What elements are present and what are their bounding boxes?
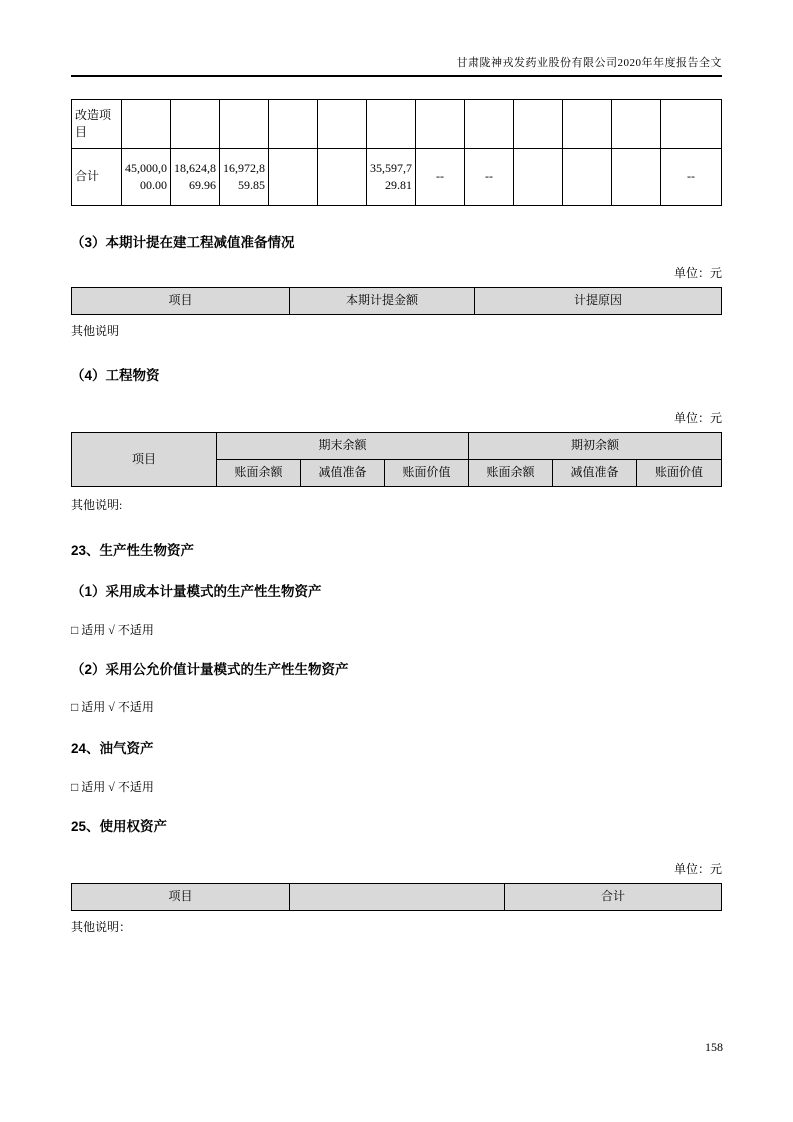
data-cell xyxy=(269,149,318,206)
data-cell: -- xyxy=(465,149,514,206)
header-cell-closing-balance: 期末余额 xyxy=(217,433,469,460)
heading-oil-gas-assets: 24、油气资产 xyxy=(71,741,154,757)
construction-in-progress-table xyxy=(71,99,722,206)
data-cell: 16,972,859.85 xyxy=(220,149,269,206)
unit-label: 单位：元 xyxy=(673,265,722,280)
applicability-statement: □ 适用 √ 不适用 xyxy=(71,780,154,795)
applicability-statement: □ 适用 √ 不适用 xyxy=(71,622,154,637)
data-cell xyxy=(367,100,416,149)
header-cell-opening-balance: 期初余额 xyxy=(469,433,722,460)
page-number: 158 xyxy=(705,1040,723,1054)
header-cell: 计提原因 xyxy=(475,287,722,314)
data-cell: 35,597,729.81 xyxy=(367,149,416,206)
data-cell xyxy=(318,100,367,149)
subheader-cell: 账面价值 xyxy=(385,460,469,487)
data-cell: -- xyxy=(416,149,465,206)
unit-label: 单位：元 xyxy=(673,861,722,876)
header-cell: 项目 xyxy=(72,287,290,314)
engineering-materials-table xyxy=(71,432,722,487)
data-cell xyxy=(122,100,171,149)
impairment-provision-table xyxy=(71,287,722,315)
data-cell xyxy=(563,149,612,206)
report-title: 甘肃陇神戎发药业股份有限公司2020年年度报告全文 xyxy=(71,50,722,77)
header-cell: 项目 xyxy=(72,883,290,910)
header-cell: 本期计提金额 xyxy=(290,287,475,314)
header-cell: 合计 xyxy=(505,883,722,910)
data-cell xyxy=(220,100,269,149)
table-header-row xyxy=(72,287,722,314)
heading-impairment-provision: （3）本期计提在建工程减值准备情况 xyxy=(71,235,295,250)
data-cell xyxy=(465,100,514,149)
table-row-project xyxy=(72,100,722,149)
heading-productive-biological-assets: 23、生产性生物资产 xyxy=(71,542,195,558)
subheader-cell: 减值准备 xyxy=(553,460,637,487)
row-label-cell: 合计 xyxy=(72,149,122,206)
data-cell xyxy=(416,100,465,149)
right-of-use-assets-table xyxy=(71,883,722,911)
heading-cost-measurement: （1）采用成本计量模式的生产性生物资产 xyxy=(71,583,322,599)
data-cell xyxy=(318,149,367,206)
subheader-cell: 账面余额 xyxy=(469,460,553,487)
other-notes: 其他说明 xyxy=(71,323,120,338)
heading-fair-value-measurement: （2）采用公允价值计量模式的生产性生物资产 xyxy=(71,661,349,677)
table-row-total xyxy=(72,149,722,206)
data-cell: 18,624,869.96 xyxy=(171,149,220,206)
data-cell xyxy=(514,149,563,206)
data-cell xyxy=(661,100,722,149)
data-cell: -- xyxy=(661,149,722,206)
applicability-statement: □ 适用 √ 不适用 xyxy=(71,700,154,715)
subheader-cell: 账面余额 xyxy=(217,460,301,487)
header-cell: 项目 xyxy=(72,433,217,487)
data-cell xyxy=(269,100,318,149)
data-cell xyxy=(171,100,220,149)
heading-right-of-use-assets: 25、使用权资产 xyxy=(71,818,168,834)
data-cell xyxy=(514,100,563,149)
unit-label: 单位：元 xyxy=(673,411,722,426)
data-cell xyxy=(612,149,661,206)
header-cell xyxy=(290,883,505,910)
other-notes: 其他说明: xyxy=(71,498,123,513)
row-label-cell: 改造项目 xyxy=(72,100,122,149)
table-header-row xyxy=(72,883,722,910)
table-header-row xyxy=(72,433,722,460)
data-cell xyxy=(612,100,661,149)
subheader-cell: 减值准备 xyxy=(301,460,385,487)
data-cell: 45,000,000.00 xyxy=(122,149,171,206)
other-notes: 其他说明： xyxy=(71,919,132,934)
data-cell xyxy=(563,100,612,149)
heading-engineering-materials: （4）工程物资 xyxy=(71,368,160,384)
subheader-cell: 账面价值 xyxy=(637,460,722,487)
